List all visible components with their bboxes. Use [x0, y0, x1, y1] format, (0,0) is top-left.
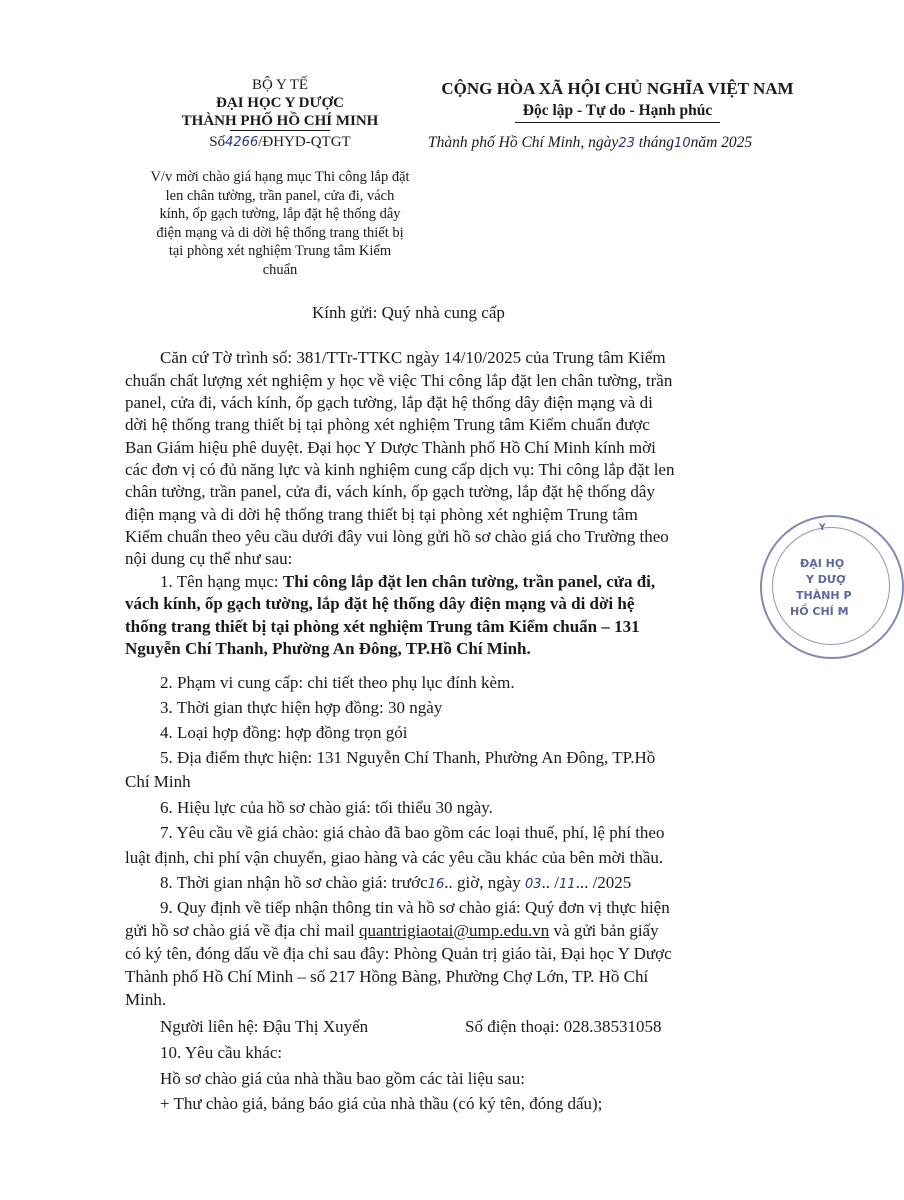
contact-phone: Số điện thoại: 028.38531058 [465, 1017, 662, 1036]
seal-inner-ring [772, 527, 890, 645]
doc-number-suffix: /ĐHYD-QTGT [258, 134, 351, 150]
item-6: 6. Hiệu lực của hồ sơ chào giá: tối thiểu 30 ngày. [160, 798, 493, 817]
item-8-text: .. / [541, 873, 560, 892]
republic-title: CỘNG HÒA XÃ HỘI CHỦ NGHĨA VIỆT NAM [441, 79, 794, 98]
item-1-title: Nguyễn Chí Thanh, Phường An Đông, TP.Hồ Chí Minh. [125, 639, 531, 658]
item-7-cont: luật định, chi phí vận chuyển, giao hàng và các yêu cầu khác của bên mời thầu. [125, 848, 664, 867]
email-link[interactable]: quantrigiaotai@ump.edu.vn [358, 921, 550, 940]
item-3: 3. Thời gian thực hiện hợp đồng: 30 ngày [160, 698, 443, 717]
subject-line: len chân tường, trần panel, cửa đi, vách [165, 187, 395, 204]
contact-person: Người liên hệ: Đậu Thị Xuyến [160, 1017, 369, 1036]
item-8 [160, 872, 631, 896]
intro-line: Căn cứ Tờ trình số: 381/TTr-TTKC ngày 14/10/2025 của Trung tâm Kiểm [160, 348, 666, 367]
national-header [415, 78, 820, 123]
ministry-name: BỘ Y TẾ [251, 77, 309, 93]
seal-text: Y DƯỢ [806, 573, 846, 586]
date-day-handwritten: 23 [618, 136, 635, 151]
document-number [130, 133, 430, 152]
date-month-handwritten: 10 [674, 136, 691, 151]
intro-line: nội dung cụ thể như sau: [125, 549, 293, 568]
subject-line: tại phòng xét nghiệm Trung tâm Kiểm [168, 243, 392, 259]
seal-text: THÀNH P [796, 589, 852, 602]
item-8-day-handwritten: 03 [525, 877, 542, 892]
item-8-hour-handwritten: 16 [427, 877, 445, 892]
date-text: năm 2025 [690, 134, 753, 151]
item-1-title: vách kính, ốp gạch tường, lắp đặt hệ thống dây điện mạng và di dời hệ [125, 594, 635, 613]
intro-line: Kiểm chuẩn theo yêu cầu dưới đây vui lòng gửi hồ sơ chào giá cho Trường theo [125, 527, 669, 546]
item-1-label: 1. Tên hạng mục: [160, 572, 283, 591]
subject-line: điện mạng và di dời hệ thống trang thiết bị [156, 224, 404, 241]
seal-text: ĐẠI HỌ [800, 557, 845, 570]
item-9-line: 9. Quy định về tiếp nhận thông tin và hồ sơ chào giá: Quý đơn vị thực hiện [160, 898, 670, 917]
university-name-line2: THÀNH PHỐ HỒ CHÍ MINH [181, 113, 379, 129]
doc-number-prefix: Số [209, 134, 226, 150]
docs-intro: Hồ sơ chào giá của nhà thầu bao gồm các tài liệu sau: [160, 1069, 525, 1088]
item-5-cont: Chí Minh [125, 772, 191, 791]
item-8-text: .. giờ, ngày [444, 873, 521, 892]
subject-block [70, 168, 490, 279]
issuer-underline [230, 130, 330, 131]
motto-underline [515, 122, 720, 123]
item-5: 5. Địa điểm thực hiện: 131 Nguyễn Chí Thanh, Phường An Đông, TP.Hồ [160, 748, 656, 767]
date-text: Thành phố Hồ Chí Minh, ngày [428, 134, 619, 151]
item-2: 2. Phạm vi cung cấp: chi tiết theo phụ lục đính kèm. [160, 673, 515, 692]
subject-line: kính, ốp gạch tường, lắp đặt hệ thống dây [159, 206, 401, 222]
doc-number-handwritten: 4266 [225, 135, 259, 150]
intro-line: chuẩn chất lượng xét nghiệm y học về việc Thi công lắp đặt len chân tường, trần [125, 371, 673, 390]
intro-line: điện mạng và di dời hệ thống trang thiết bị tại phòng xét nghiệm Trung tâm [125, 505, 638, 524]
item-4: 4. Loại hợp đồng: hợp đồng trọn gói [160, 723, 408, 742]
item-9-line: có ký tên, đóng dấu về địa chỉ sau đây: Phòng Quản trị giáo tài, Đại học Y Dược [125, 944, 672, 963]
item-9-line [125, 920, 659, 942]
seal-text: Y [819, 523, 826, 533]
item-8-month-handwritten: 11 [559, 877, 576, 892]
item-10: 10. Yêu cầu khác: [160, 1043, 283, 1062]
item-7: 7. Yêu cầu về giá chào: giá chào đã bao gồm các loại thuế, phí, lệ phí theo [160, 823, 665, 842]
seal-text: HỒ CHÍ M [790, 605, 849, 618]
intro-line: panel, cửa đi, vách kính, ốp gạch tường, lắp đặt hệ thống dây điện mạng và di [125, 393, 653, 412]
national-motto: Độc lập - Tự do - Hạnh phúc [522, 102, 713, 119]
intro-line: Ban Giám hiệu phê duyệt. Đại học Y Dược Thành phố Hồ Chí Minh kính mời [125, 438, 656, 457]
item-9-line: Thành phố Hồ Chí Minh – số 217 Hồng Bàng, Phường Chợ Lớn, TP. Hồ Chí [125, 967, 649, 986]
item-8-text: ... /2025 [575, 873, 632, 892]
item-1-title: thống trang thiết bị tại phòng xét nghiệm Trung tâm Kiểm chuẩn – 131 [125, 617, 640, 636]
issuer-block [130, 76, 430, 152]
item-8-text: 8. Thời gian nhận hồ sơ chào giá: trước [160, 873, 428, 892]
intro-line: các đơn vị có đủ năng lực và kinh nghiệm cung cấp dịch vụ: Thi công lắp đặt len [125, 460, 675, 479]
item-9-text: và gửi bản giấy [549, 921, 659, 940]
date-text: tháng [638, 134, 675, 151]
item-1-line1 [160, 571, 655, 593]
intro-line: dời hệ thống trang thiết bị tại phòng xét nghiệm Trung tâm Kiểm chuẩn được [125, 415, 650, 434]
subject-line: V/v mời chào giá hạng mục Thi công lắp đặt [150, 169, 410, 185]
item-9-text: gửi hồ sơ chào giá về địa chỉ mail [125, 921, 359, 940]
item-1-title: Thi công lắp đặt len chân tường, trần panel, cửa đi, [282, 572, 656, 591]
university-name-line1: ĐẠI HỌC Y DƯỢC [216, 95, 344, 111]
docs-item: + Thư chào giá, bảng báo giá của nhà thầu (có ký tên, đóng dấu); [160, 1094, 603, 1113]
official-seal [760, 515, 904, 659]
intro-line: chân tường, trần panel, cửa đi, vách kính, ốp gạch tường, lắp đặt hệ thống dây [125, 482, 655, 501]
item-9-line: Minh. [125, 990, 167, 1009]
recipient-line: Kính gửi: Quý nhà cung cấp [312, 303, 505, 322]
subject-line: chuẩn [262, 261, 298, 278]
issue-date [428, 134, 752, 152]
